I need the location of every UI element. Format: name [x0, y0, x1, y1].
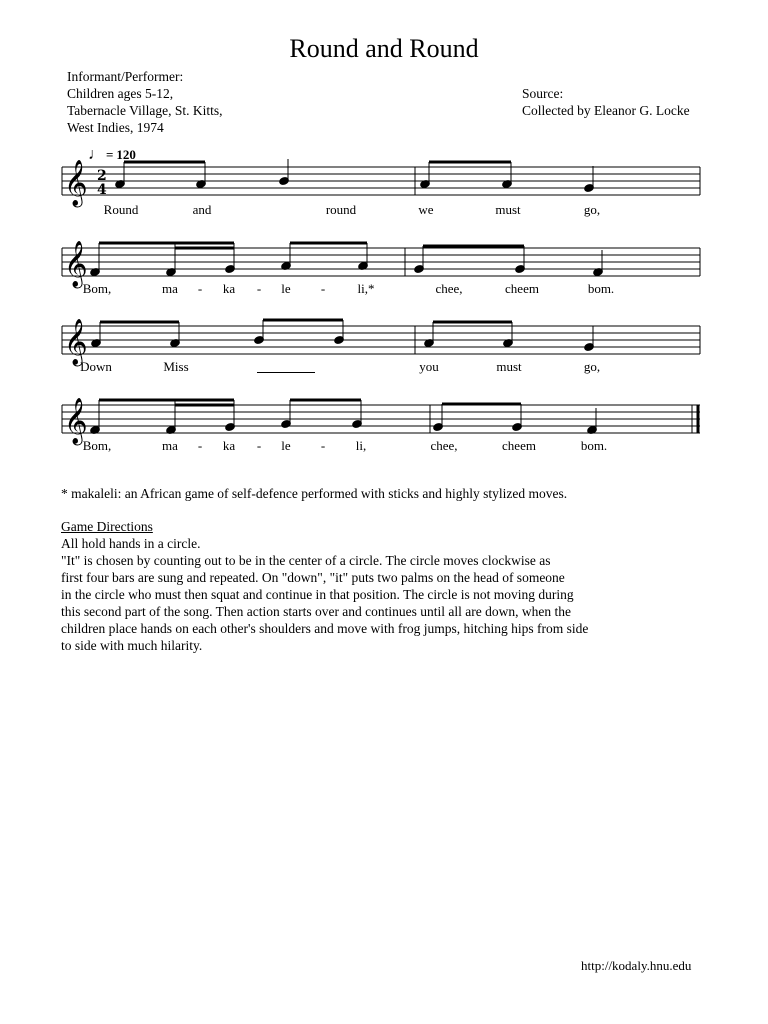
treble-clef-icon: 𝄞	[64, 160, 88, 206]
lyric-syllable: ma	[162, 281, 178, 296]
directions-line: All hold hands in a circle.	[61, 536, 201, 551]
lyric-syllable: ka	[222, 438, 236, 453]
staff-system-3	[62, 326, 700, 354]
lyric-blank-line	[257, 372, 315, 373]
lyric-syllable: go,	[583, 202, 601, 217]
directions-line: first four bars are sung and repeated. On "down", "it" puts two palms on the head of someone	[61, 570, 565, 585]
lyric-syllable: -	[256, 438, 262, 453]
lyric-syllable: ma	[162, 438, 178, 453]
lyric-syllable: and	[192, 202, 212, 217]
treble-clef-icon: 𝄞	[64, 241, 88, 287]
time-signature-bottom: 4	[97, 182, 107, 198]
lyric-syllable: le	[281, 281, 291, 296]
lyric-syllable: Miss	[163, 359, 189, 374]
lyric-syllable: le	[281, 438, 291, 453]
informant-line: Children ages 5-12,	[67, 86, 174, 101]
lyric-syllable: li,	[355, 438, 367, 453]
directions-line: this second part of the song. Then action starts over and continues until all are down, when the	[61, 604, 572, 619]
quarter-note-icon: ♩	[88, 146, 104, 163]
informant-line: West Indies, 1974	[67, 120, 164, 135]
directions-line: children place hands on each other's shoulders and move with frog jumps, hitching hips from side	[61, 621, 589, 636]
lyric-syllable: chee,	[435, 281, 463, 296]
music-score	[0, 0, 768, 480]
directions-line: to side with much hilarity.	[61, 638, 203, 653]
lyric-syllable: chee,	[430, 438, 458, 453]
lyric-syllable: cheem	[505, 281, 539, 296]
lyric-syllable: must	[496, 359, 522, 374]
lyric-syllable: -	[197, 438, 203, 453]
tempo-value: 120	[116, 147, 136, 162]
directions-heading: Game Directions	[61, 519, 153, 534]
lyric-syllable: round	[325, 202, 357, 217]
staff-system-2	[62, 248, 700, 276]
game-directions	[61, 518, 588, 654]
lyric-syllable: Bom,	[82, 281, 112, 296]
staff-system-4	[62, 405, 700, 433]
lyric-syllable: -	[197, 281, 203, 296]
directions-line: "It" is chosen by counting out to be in the center of a circle. The circle moves clockwise as	[61, 553, 551, 568]
lyric-syllable: must	[495, 202, 521, 217]
lyric-syllable: -	[256, 281, 262, 296]
lyric-syllable: -	[320, 281, 326, 296]
lyric-syllable: we	[418, 202, 434, 217]
lyric-syllable: cheem	[502, 438, 536, 453]
tempo-equals: =	[106, 147, 114, 162]
treble-clef-icon: 𝄞	[64, 319, 88, 365]
source-url: http://kodaly.hnu.edu	[581, 958, 692, 973]
treble-clef-icon: 𝄞	[64, 398, 88, 444]
time-signature-top: 2	[97, 168, 107, 184]
staff-system-1	[62, 167, 700, 195]
source-line: Source:	[522, 86, 564, 101]
lyric-syllable: bom.	[587, 281, 615, 296]
lyric-syllable: bom.	[580, 438, 608, 453]
directions-line: in the circle who must then squat and continue in that position. The circle is not moving during	[61, 587, 574, 602]
lyric-syllable: Down	[80, 359, 112, 374]
lyric-syllable: ka	[222, 281, 236, 296]
lyric-syllable: go,	[583, 359, 601, 374]
informant-line: Tabernacle Village, St. Kitts,	[67, 103, 223, 118]
lyric-syllable: you	[419, 359, 439, 374]
page-title: Round and Round	[289, 34, 479, 63]
informant-line: Informant/Performer:	[67, 69, 184, 84]
lyric-syllable: Bom,	[82, 438, 112, 453]
lyric-syllable: Round	[103, 202, 139, 217]
footnote: * makaleli: an African game of self-defence performed with sticks and highly stylized moves.	[61, 486, 568, 501]
lyric-syllable: li,*	[357, 281, 375, 296]
lyric-syllable: -	[320, 438, 326, 453]
source-line: Collected by Eleanor G. Locke	[522, 103, 690, 118]
